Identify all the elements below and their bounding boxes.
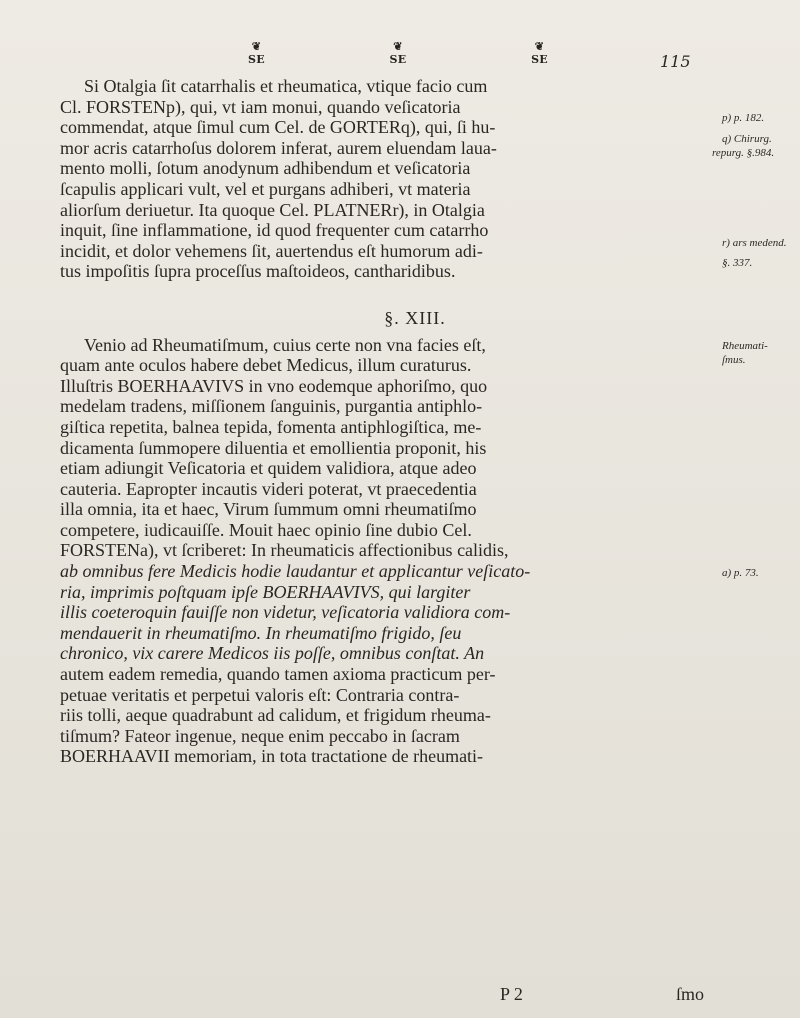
margin-note-p: p) p. 182. (722, 112, 765, 124)
text-line: ria, imprimis poſtquam ipſe BOERHAAVIVS, qui largiter (60, 581, 471, 602)
text-line: commendat, atque ſimul cum Cel. de GORTERq), qui, ſi hu- (60, 117, 496, 138)
main-text-column (60, 76, 710, 767)
text-line: cauteria. Eapropter incautis videri poterat, vt praecedentia (60, 478, 477, 499)
ornament-glyph: ❦ (393, 40, 403, 53)
ornament-text: SE (248, 53, 265, 66)
text-line: mendauerit in rheumatiſmo. In rheumatiſmo frigido, ſeu (60, 622, 462, 643)
text-line: tus impoſitis ſupra proceſſus maſtoideos, cantharidibus. (60, 261, 456, 282)
text-line: ab omnibus fere Medicis hodie laudantur et applicantur veſicato- (60, 561, 531, 582)
text-line: Illuſtris BOERHAAVIVS in vno eodemque aphoriſmo, quo (60, 375, 488, 396)
text-line: Cl. FORSTENp), qui, vt iam monui, quando veſicatoria (60, 96, 461, 117)
text-line: autem eadem remedia, quando tamen axioma practicum per- (60, 664, 496, 685)
margin-note-r: r) ars medend. (722, 237, 787, 249)
text-line: Si Otalgia ſit catarrhalis et rheumatica, vtique facio cum (84, 76, 488, 96)
signature-mark: P 2 (500, 984, 523, 1004)
ornament-text: SE (389, 53, 407, 66)
text-line: riis tolli, aeque quadrabunt ad calidum, et frigidum rheuma- (60, 705, 491, 726)
text-line: FORSTENa), vt ſcriberet: In rheumaticis affectionibus calidis, (60, 540, 509, 561)
ornament-icon (390, 40, 407, 80)
margin-note-q-cont: repurg. §.984. (712, 147, 775, 159)
paragraph-otalgia (60, 76, 710, 282)
text-line: etiam adiungit Veſicatoria et quidem validiora, atque adeo (60, 458, 477, 479)
page-number: 115 (660, 52, 691, 71)
margin-note-q: q) Chirurg. (722, 133, 772, 145)
text-line: illis coeteroquin fauiſſe non videtur, veſicatoria validiora com- (60, 602, 511, 623)
ornament-icon (531, 40, 548, 80)
text-line: medelam tradens, miſſionem ſanguinis, purgantia antiphlo- (60, 396, 483, 417)
margin-note-r-cont: §. 337. (722, 257, 753, 269)
text-line: illa omnia, ita et haec, Virum ſummum omni rheumatiſmo (60, 499, 477, 520)
text-line: competere, iudicauiſſe. Mouit haec opinio ſine dubio Cel. (60, 519, 472, 540)
margin-note-a: a) p. 73. (722, 567, 759, 579)
text-line: incidit, et dolor vehemens ſit, auertendus eſt humorum adi- (60, 240, 483, 261)
margin-note-rheumatismus: Rheumati- (722, 340, 768, 352)
paragraph-rheumatismus (60, 335, 710, 767)
section-heading: §. XIII. (384, 307, 446, 328)
catchword: ſmo (676, 984, 705, 1004)
text-line: chronico, vix carere Medicos iis poſſe, omnibus conſtat. An (60, 643, 485, 664)
text-line: Venio ad Rheumatiſmum, cuius certe non vna facies eſt, (84, 334, 486, 355)
text-line: quam ante oculos habere debet Medicus, illum curaturus. (60, 355, 472, 376)
text-line: mento molli, ſotum anodynum adhibendum et veſicatoria (60, 158, 471, 179)
ornament-icon (248, 40, 265, 80)
text-line: BOERHAAVII memoriam, in tota tractatione de rheumati- (60, 746, 484, 767)
text-line: dicamenta ſummopere diluentia et emollientia proponit, his (60, 437, 487, 458)
text-line: inquit, ſine inflammatione, id quod frequenter cum catarrho (60, 220, 489, 241)
ornament-glyph: ❦ (251, 40, 262, 53)
ornament-text: SE (531, 53, 548, 66)
text-line: petuae veritatis et perpetui valoris eſt: Contraria contra- (60, 684, 460, 705)
text-line: giſtica repetita, balnea tepida, fomenta antiphlogiſtica, me- (60, 416, 482, 437)
text-line: ſcapulis applicari vult, vel et purgans adhiberi, vt materia (60, 178, 471, 199)
ornament-glyph: ❦ (534, 40, 545, 53)
text-line: aliorſum deriuetur. Ita quoque Cel. PLATNERr), in Otalgia (60, 199, 485, 220)
header-ornaments (248, 40, 548, 80)
text-line: mor acris catarrhoſus dolorem inferat, aurem eluendam laua- (60, 137, 497, 158)
text-line: tiſmum? Fateor ingenue, neque enim peccabo in ſacram (60, 725, 460, 746)
margin-note-rheumatismus-cont: ſmus. (722, 354, 746, 366)
